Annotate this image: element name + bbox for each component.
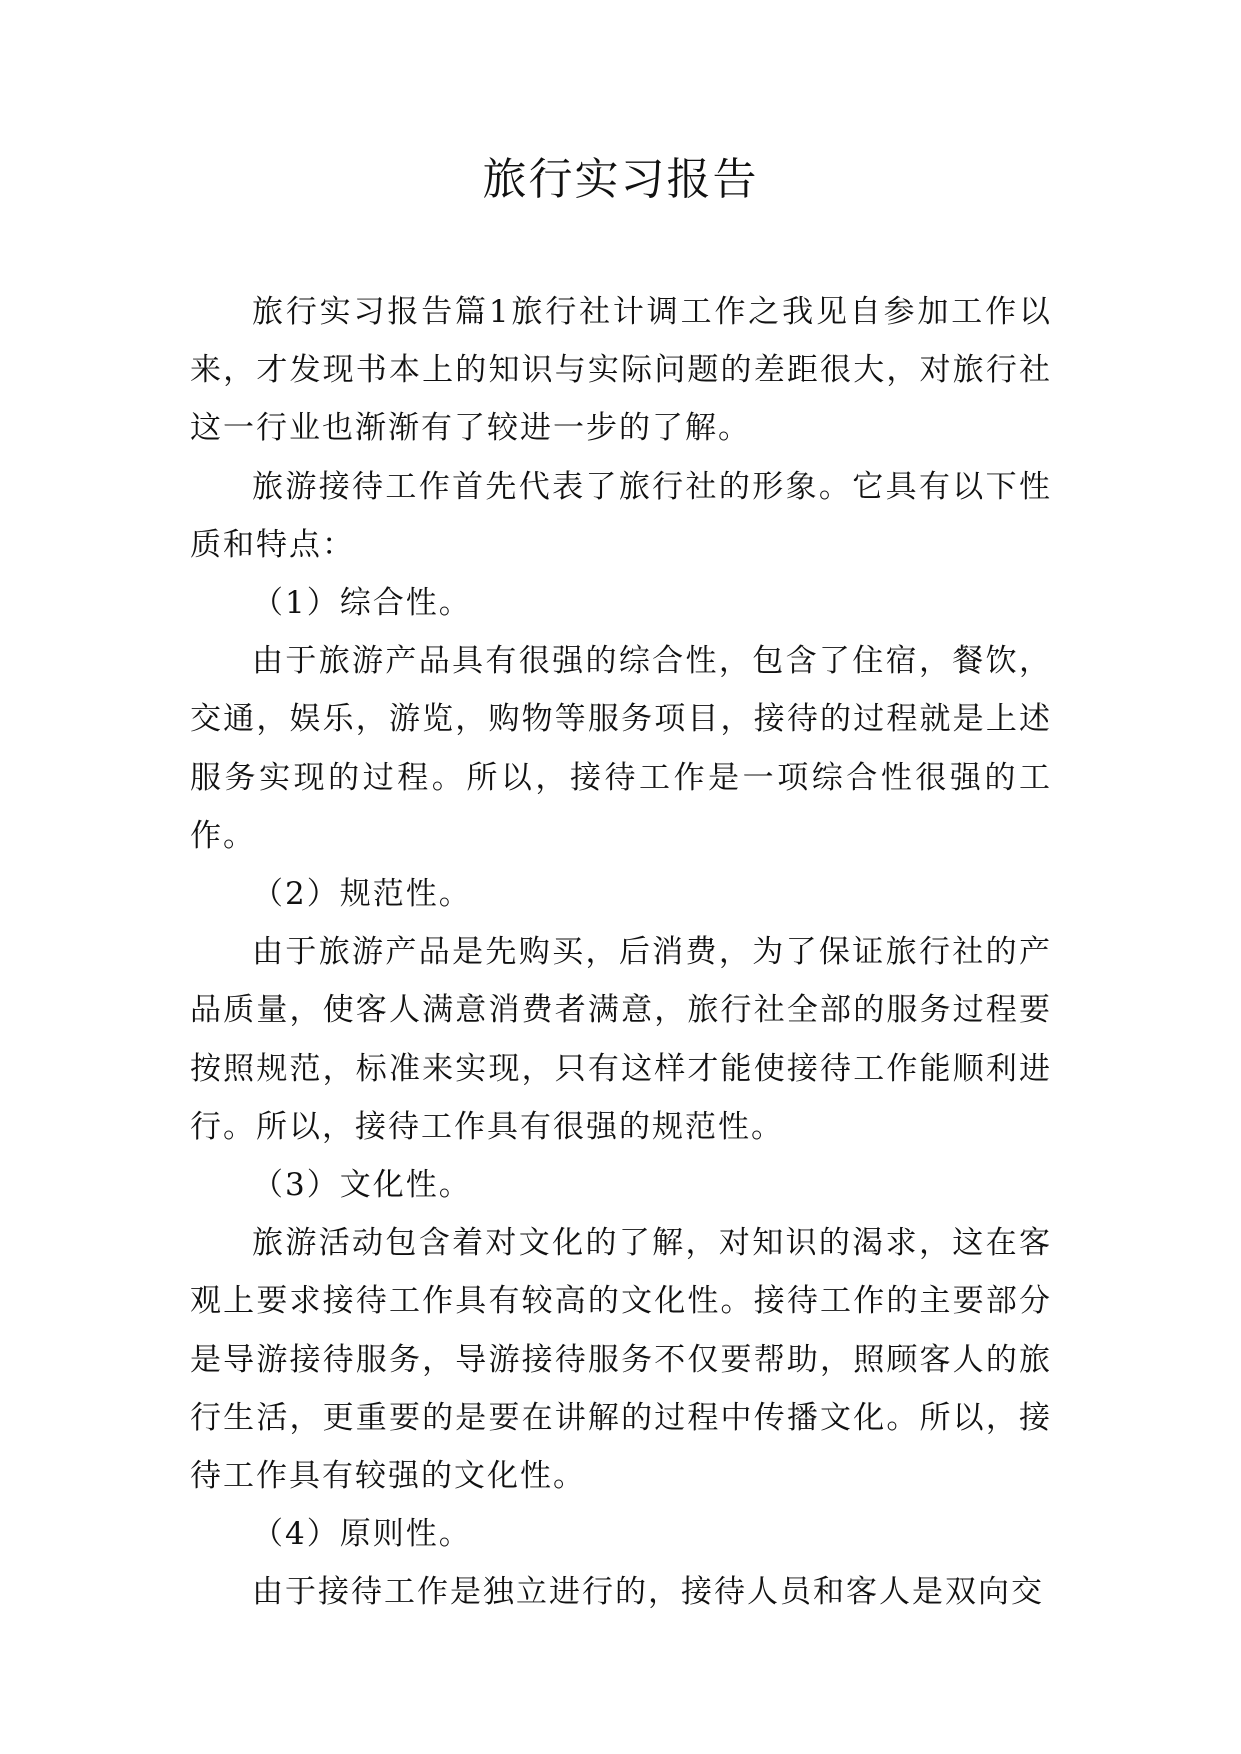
section-heading: （4）原则性。 (252, 1516, 472, 1553)
paragraph: 旅行实习报告篇1旅行社计调工作之我见自参加工作以来，才发现书本上的知识与实际问题的差距很大，对旅行社这一行业也渐渐有了较进一步的了解。 (190, 294, 1052, 447)
document-body (190, 283, 1052, 1622)
paragraph: 由于接待工作是独立进行的，接待人员和客人是双向交 (252, 1574, 1044, 1611)
section-heading: （2）规范性。 (252, 876, 472, 913)
document-title: 旅行实习报告 (482, 154, 759, 205)
section-heading: （1）综合性。 (252, 585, 472, 622)
paragraph: 由于旅游产品是先购买，后消费，为了保证旅行社的产品质量，使客人满意消费者满意，旅行社全部的服务过程要按照规范，标准来实现，只有这样才能使接待工作能顺利进行。所以，接待工作具有很强的规范性。 (190, 934, 1052, 1145)
paragraph: 由于旅游产品具有很强的综合性，包含了住宿，餐饮，交通，娱乐，游览，购物等服务项目，接待的过程就是上述服务实现的过程。所以，接待工作是一项综合性很强的工作。 (190, 643, 1052, 854)
section-heading: （3）文化性。 (252, 1167, 472, 1204)
paragraph: 旅游接待工作首先代表了旅行社的形象。它具有以下性质和特点： (190, 468, 1052, 563)
paragraph: 旅游活动包含着对文化的了解，对知识的渴求，这在客观上要求接待工作具有较高的文化性。接待工作的主要部分是导游接待服务，导游接待服务不仅要帮助，照顾客人的旅行生活，更重要的是要在讲解的过程中传播文化。所以，接待工作具有较强的文化性。 (190, 1225, 1052, 1495)
